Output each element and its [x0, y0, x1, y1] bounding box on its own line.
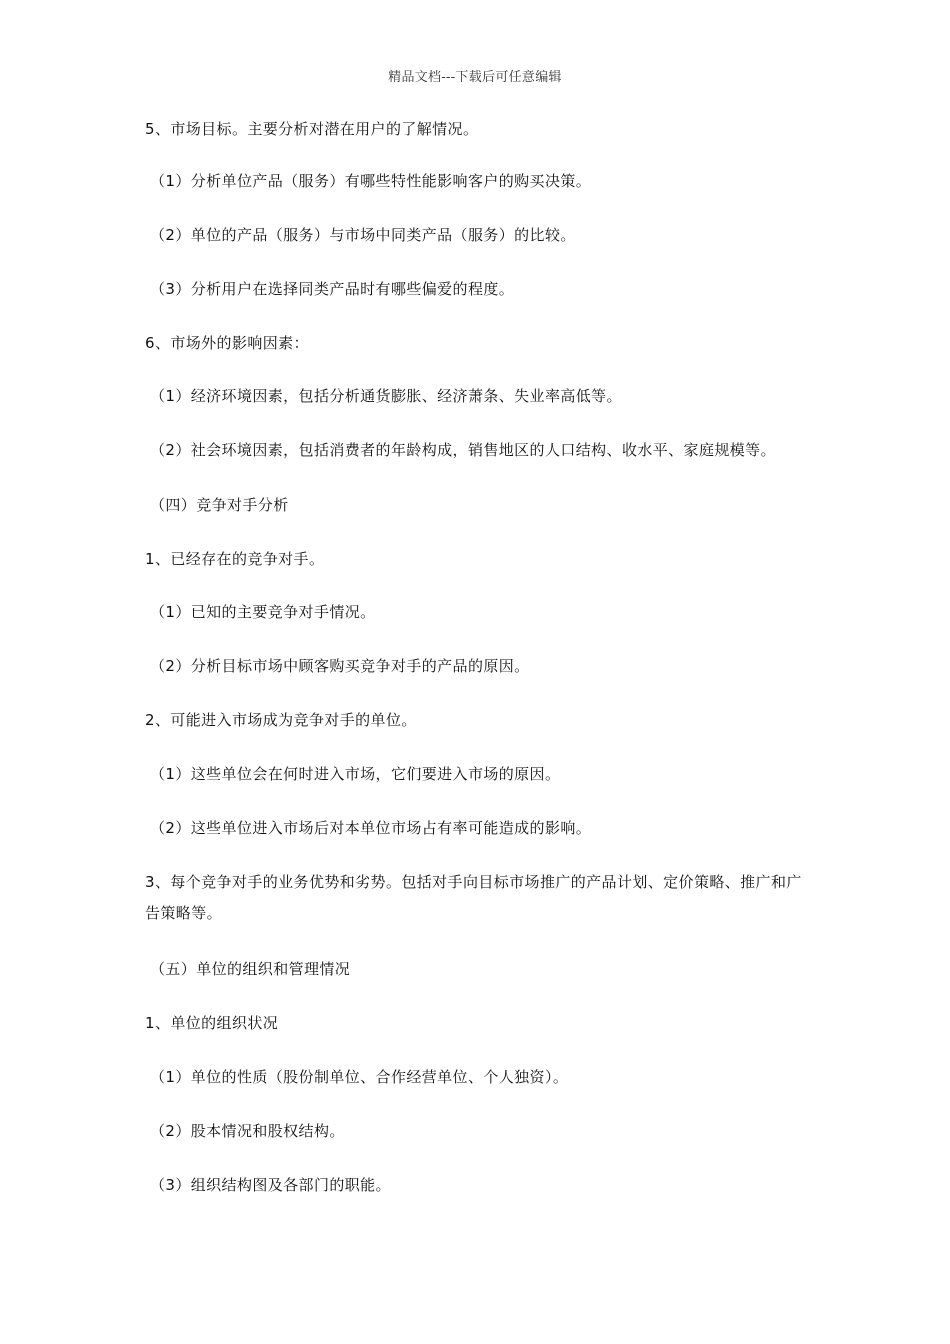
paragraph: （1）这些单位会在何时进入市场，它们要进入市场的原因。: [150, 765, 561, 783]
section-heading-competitors: （四）竞争对手分析: [150, 496, 289, 514]
paragraph: 2、可能进入市场成为竞争对手的单位。: [145, 711, 417, 729]
section-heading-organization: （五）单位的组织和管理情况: [150, 960, 351, 978]
page-header: 精品文档---下载后可任意编辑: [388, 70, 562, 85]
paragraph: （1）经济环境因素，包括分析通货膨胀、经济萧条、失业率高低等。: [150, 387, 622, 405]
paragraph: （2）股本情况和股权结构。: [150, 1122, 345, 1140]
paragraph-market-target: 5、市场目标。主要分析对潜在用户的了解情况。: [145, 120, 479, 138]
paragraph: （2）单位的产品（服务）与市场中同类产品（服务）的比较。: [150, 226, 576, 244]
paragraph: 1、已经存在的竞争对手。: [145, 550, 325, 568]
paragraph: 1、单位的组织状况: [145, 1014, 279, 1032]
paragraph-competitor-strengths: 3、每个竞争对手的业务优势和劣势。包括对手向目标市场推广的产品计划、定价策略、推广和广告策略等。: [145, 873, 802, 922]
paragraph: （1）分析单位产品（服务）有哪些特性能影响客户的购买决策。: [150, 172, 592, 190]
paragraph: （1）单位的性质（股份制单位、合作经营单位、个人独资）。: [150, 1068, 569, 1086]
paragraph: （2）这些单位进入市场后对本单位市场占有率可能造成的影响。: [150, 819, 592, 837]
paragraph-external-factors: 6、市场外的影响因素：: [145, 334, 309, 352]
paragraph: （2）分析目标市场中顾客购买竞争对手的产品的原因。: [150, 657, 530, 675]
paragraph: （3）组织结构图及各部门的职能。: [150, 1176, 391, 1194]
paragraph: （3）分析用户在选择同类产品时有哪些偏爱的程度。: [150, 280, 515, 298]
paragraph: （2）社会环境因素，包括消费者的年龄构成，销售地区的人口结构、收水平、家庭规模等。: [150, 441, 776, 459]
paragraph: （1）已知的主要竞争对手情况。: [150, 603, 376, 621]
